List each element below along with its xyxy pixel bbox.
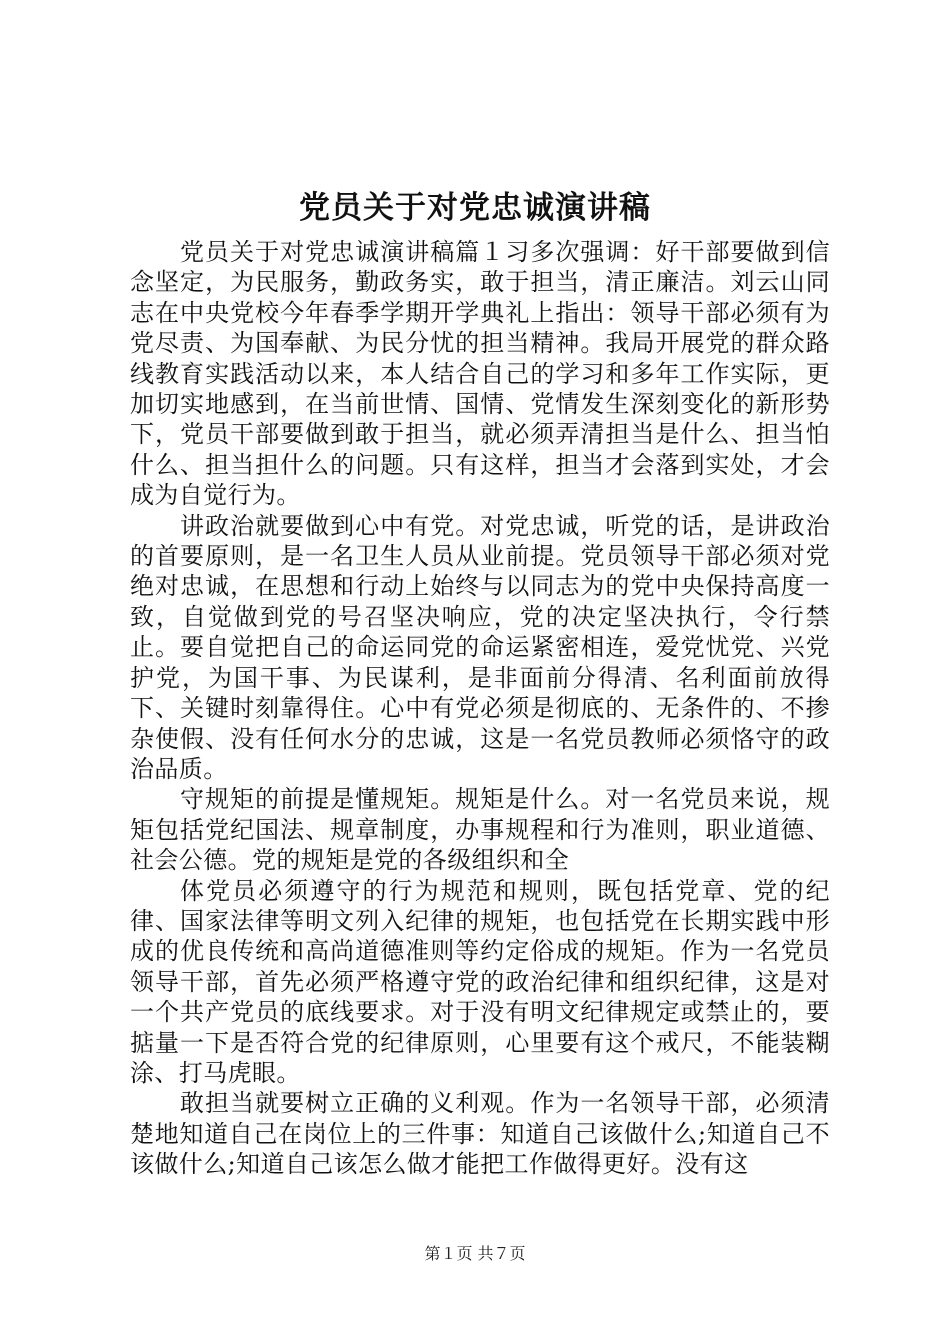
- paragraph: 讲政治就要做到心中有党。对党忠诚，听党的话，是讲政治的首要原则，是一名卫生人员从业前提。党员领导干部必须对党绝对忠诚，在思想和行动上始终与以同志为的党中央保持高度一致，自觉做到党的号召坚决响应，党的决定坚决执行，令行禁止。要自觉把自己的命运同党的命运紧密相连，爱党忧党、兴党护党，为国干事、为民谋利，是非面前分得清、名利面前放得下、关键时刻靠得住。心中有党必须是彻底的、无条件的、不掺杂使假、没有任何水分的忠诚，这是一名党员教师必须恪守的政治品质。: [130, 511, 830, 783]
- document-body: [130, 237, 830, 1180]
- paragraph: 党员关于对党忠诚演讲稿篇１习多次强调：好干部要做到信念坚定，为民服务，勤政务实，敢于担当，清正廉洁。刘云山同志在中央党校今年春季学期开学典礼上指出：领导干部必须有为党尽责、为国奉献、为民分忧的担当精神。我局开展党的群众路线教育实践活动以来，本人结合自己的学习和多年工作实际，更加切实地感到，在当前世情、国情、党情发生深刻变化的新形势下，党员干部要做到敢于担当，就必须弄清担当是什么、担当怕什么、担当担什么的问题。只有这样，担当才会落到实处，才会成为自觉行为。: [130, 238, 830, 510]
- paragraph: 守规矩的前提是懂规矩。规矩是什么。对一名党员来说，规矩包括党纪国法、规章制度，办事规程和行为准则，职业道德、社会公德。党的规矩是党的各级组织和全: [130, 785, 830, 875]
- page-number-footer: 第１页 共７页: [424, 1244, 526, 1263]
- paragraph: 体党员必须遵守的行为规范和规则，既包括党章、党的纪律、国家法律等明文列入纪律的规矩，也包括党在长期实践中形成的优良传统和高尚道德准则等约定俗成的规矩。作为一名党员领导干部，首先必须严格遵守党的政治纪律和组织纪律，这是对一个共产党员的底线要求。对于没有明文纪律规定或禁止的，要掂量一下是否符合党的纪律原则，心里要有这个戒尺，不能装糊涂、打马虎眼。: [130, 876, 830, 1087]
- paragraph: 敢担当就要树立正确的义利观。作为一名领导干部，必须清楚地知道自己在岗位上的三件事：知道自己该做什么;知道自己不该做什么;知道自己该怎么做才能把工作做得更好。没有这: [130, 1089, 830, 1179]
- page-title: 党员关于对党忠诚演讲稿: [299, 190, 651, 226]
